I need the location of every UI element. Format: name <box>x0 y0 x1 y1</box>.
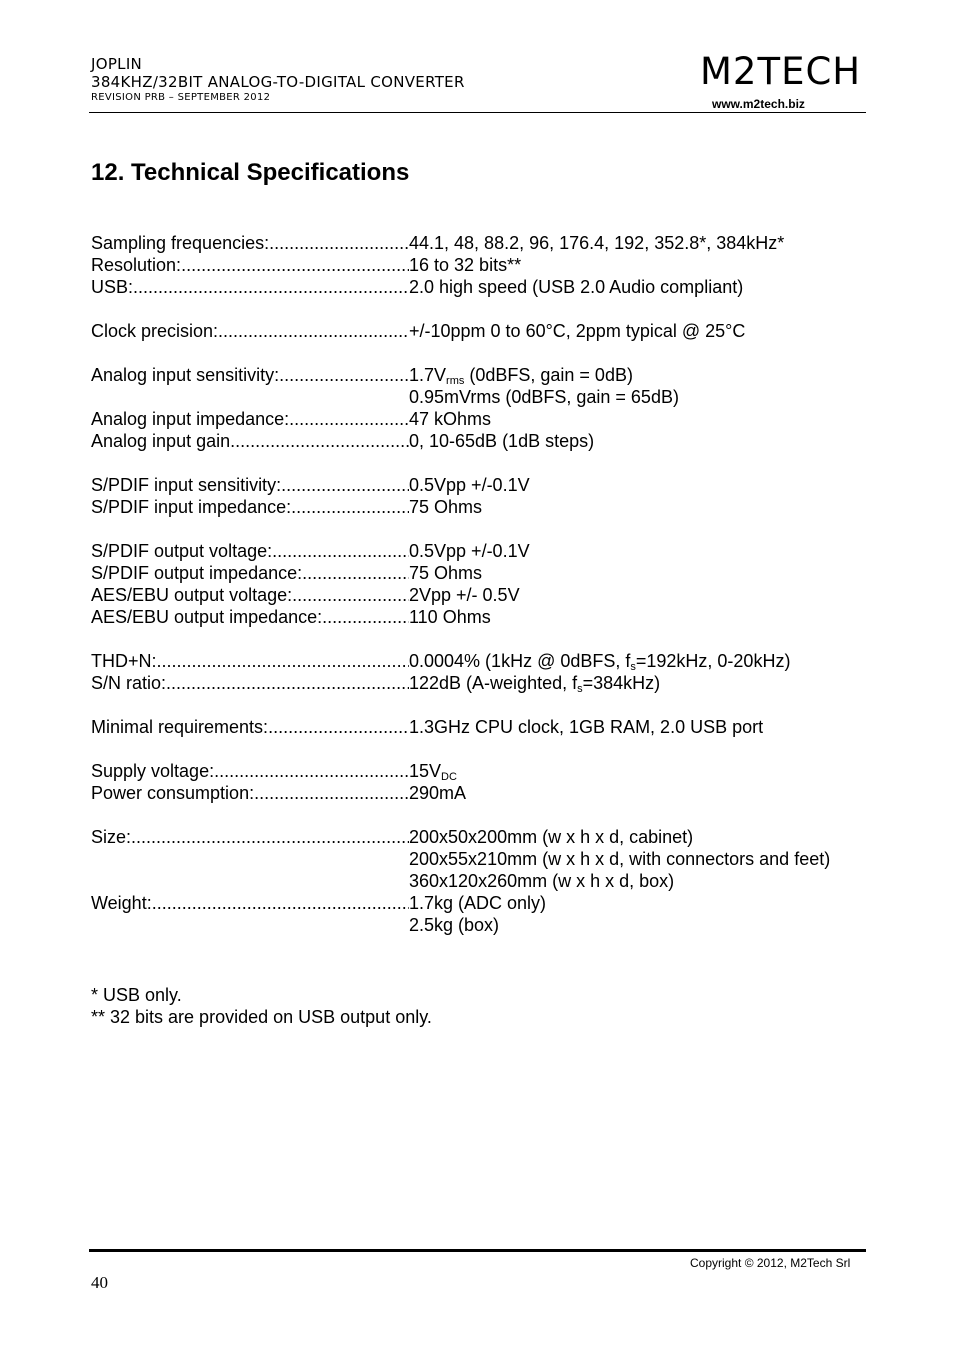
spec-value: 75 Ohms <box>409 497 483 517</box>
spec-value: 0.0004% (1kHz @ 0dBFS, $f_s=192kHz$, 0-20kHz) <box>409 651 791 673</box>
spec-value: 44.1, 48, 88.2, 96, 176.4, 192, 352.8*, 384kHz* <box>409 233 785 253</box>
spec-value: 1.7kg (ADC only) <box>409 893 547 913</box>
spec-label: S/PDIF input impedance: <box>91 497 292 517</box>
spec-value: 0, 10-65dB (1dB steps) <box>409 431 595 451</box>
spec-row-analog-sensitivity <box>91 364 866 386</box>
spec-list <box>91 232 866 936</box>
spec-value: 200x50x200mm (w x h x d, cabinet) <box>409 827 694 847</box>
spec-row-spdif-out-voltage <box>91 540 866 562</box>
product-subtitle: 384KHZ/32BIT ANALOG-TO-DIGITAL CONVERTER <box>91 73 465 91</box>
spec-value: 75 Ohms <box>409 563 483 583</box>
spec-label: Analog input gain <box>91 431 231 451</box>
spec-row-aes-out-voltage <box>91 584 866 606</box>
footer-rule <box>89 1249 866 1252</box>
spec-value: 16 to 32 bits** <box>409 255 522 275</box>
spec-label: Power consumption: <box>91 783 255 803</box>
spec-label: Resolution: <box>91 255 182 275</box>
spec-value: 122dB (A-weighted, $f_s=384kHz$) <box>409 673 661 695</box>
spec-label: THD+N: <box>91 651 157 671</box>
spec-row-analog-impedance <box>91 408 866 430</box>
spec-value: 0.5Vpp +/-0.1V <box>409 541 530 561</box>
section-title: 12. Technical Specifications <box>91 159 410 186</box>
spec-row-aes-out-impedance <box>91 606 866 628</box>
product-name: JOPLIN <box>91 55 143 73</box>
spec-value: 47 kOhms <box>409 409 492 429</box>
spec-row-size <box>91 826 866 848</box>
spec-row-continuation <box>91 386 866 408</box>
spec-label: Weight: <box>91 893 152 913</box>
website-url: www.m2tech.biz <box>712 97 805 111</box>
spec-row-min-requirements <box>91 716 866 738</box>
spec-row-continuation <box>91 870 866 892</box>
spec-row-power-consumption <box>91 782 866 804</box>
spec-value: 0.95mVrms (0dBFS, gain = 65dB) <box>409 387 679 407</box>
spec-row-analog-gain <box>91 430 866 452</box>
spec-value: 2.0 high speed (USB 2.0 Audio compliant) <box>409 277 744 297</box>
spec-row-usb <box>91 276 866 298</box>
spec-row-thd <box>91 650 866 672</box>
spec-row-sn-ratio <box>91 672 866 694</box>
footnotes <box>91 984 432 1028</box>
spec-value: +/-10ppm 0 to 60°C, 2ppm typical @ 25°C <box>409 321 746 341</box>
document-header <box>91 56 465 104</box>
spec-row-supply-voltage <box>91 760 866 782</box>
spec-label: AES/EBU output voltage: <box>91 585 293 605</box>
spec-row-spdif-in-sensitivity <box>91 474 866 496</box>
footnote-32bits: ** 32 bits are provided on USB output only. <box>91 1007 432 1027</box>
footnote-usb: * USB only. <box>91 985 182 1005</box>
spec-label: AES/EBU output impedance: <box>91 607 323 627</box>
spec-row-weight <box>91 892 866 914</box>
spec-label: Analog input sensitivity: <box>91 365 280 385</box>
spec-value: 2Vpp +/- 0.5V <box>409 585 520 605</box>
spec-value: 200x55x210mm (w x h x d, with connectors and feet) <box>409 849 831 869</box>
revision-line: REVISION PRB – SEPTEMBER 2012 <box>91 92 271 103</box>
spec-label: S/PDIF output voltage: <box>91 541 273 561</box>
spec-label: S/N ratio: <box>91 673 167 693</box>
copyright-notice: Copyright © 2012, M2Tech Srl <box>690 1256 851 1270</box>
spec-label: Sampling frequencies: <box>91 233 270 253</box>
spec-value: 360x120x260mm (w x h x d, box) <box>409 871 675 891</box>
header-rule <box>89 112 866 113</box>
spec-label: Minimal requirements: <box>91 717 269 737</box>
spec-label: Supply voltage: <box>91 761 215 781</box>
spec-label: Analog input impedance: <box>91 409 290 429</box>
spec-value: 0.5Vpp +/-0.1V <box>409 475 530 495</box>
spec-value: 2.5kg (box) <box>409 915 500 935</box>
spec-row-clock <box>91 320 866 342</box>
spec-value: 290mA <box>409 783 467 803</box>
spec-row-spdif-in-impedance <box>91 496 866 518</box>
spec-label: S/PDIF output impedance: <box>91 563 303 583</box>
spec-row-spdif-out-impedance <box>91 562 866 584</box>
spec-label: Size: <box>91 827 132 847</box>
spec-value: $1.7V_{rms}$ (0dBFS, gain = 0dB) <box>409 365 633 387</box>
spec-label: Clock precision: <box>91 321 219 341</box>
spec-value: 1.3GHz CPU clock, 1GB RAM, 2.0 USB port <box>409 717 764 737</box>
page-number: 40 <box>91 1273 108 1292</box>
spec-row-sampling <box>91 232 866 254</box>
spec-row-continuation <box>91 848 866 870</box>
spec-row-continuation <box>91 914 866 936</box>
spec-row-resolution <box>91 254 866 276</box>
spec-value: 110 Ohms <box>409 607 491 627</box>
spec-label: USB: <box>91 277 134 297</box>
spec-value: $15V_{DC}$ <box>409 761 457 783</box>
brand-logo: M2TECH <box>700 50 862 93</box>
spec-label: S/PDIF input sensitivity: <box>91 475 282 495</box>
